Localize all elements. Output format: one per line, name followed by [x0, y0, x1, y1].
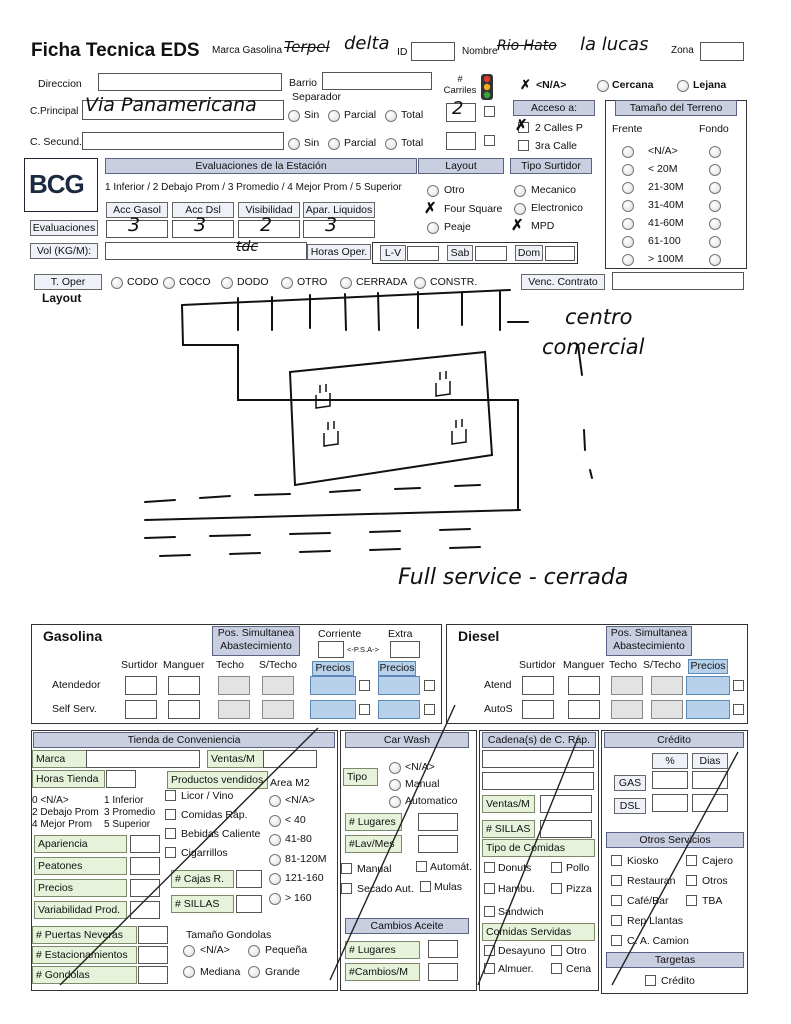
gasolina-row-1: Self Serv.: [52, 703, 97, 715]
barrio-label: Barrio: [289, 77, 318, 89]
carwash-na-label: <N/A>: [405, 761, 435, 773]
carwash-manual-cb-label: Manual: [357, 863, 392, 875]
lejana-label: Lejana: [693, 79, 727, 91]
otros-label-6: Rep Llantas: [627, 915, 684, 927]
horas-tienda-label: Horas Tienda: [32, 770, 105, 788]
area-radio-4[interactable]: [269, 873, 281, 885]
sketch-note-centro: centro: [565, 305, 633, 329]
eval-col-0: Acc Gasol: [106, 202, 168, 218]
diesel-cell-1-0[interactable]: [522, 700, 554, 719]
eval-value-1: 3: [194, 214, 207, 236]
area-radio-0[interactable]: [269, 795, 281, 807]
tienda-marca-field[interactable]: [86, 750, 200, 768]
desayuno-checkbox[interactable]: [484, 945, 495, 956]
pizza-checkbox[interactable]: [551, 883, 562, 894]
otro-comida-checkbox[interactable]: [551, 945, 562, 956]
marca-gasolina-label: Marca Gasolina: [212, 45, 283, 56]
fondo-label: Fondo: [699, 123, 729, 135]
evaluaciones-button[interactable]: Evaluaciones: [30, 220, 98, 236]
gasolina-cell-1-2[interactable]: [218, 700, 250, 719]
size-label-6: > 100M: [648, 253, 684, 265]
carwash-manual-label: Manual: [405, 778, 440, 790]
t-oper-label-5: CONSTR.: [430, 276, 478, 288]
size-label-5: 61-100: [648, 235, 681, 247]
credito-tarjeta-checkbox[interactable]: [645, 975, 656, 986]
otro-comida-label: Otro: [566, 945, 587, 957]
eval-value-3: 3: [325, 214, 338, 236]
area-radio-5[interactable]: [269, 893, 281, 905]
diesel-pos-line1: Pos. Simultanea: [610, 627, 688, 639]
tienda-eval-field-2[interactable]: [130, 879, 160, 897]
cadena-ventas-label: Ventas/M: [482, 795, 535, 813]
diesel-cb-a-0[interactable]: [733, 680, 744, 691]
gondolas-field[interactable]: [138, 966, 168, 984]
carriles-handwritten: 2: [452, 98, 464, 119]
extra-field[interactable]: [390, 641, 420, 658]
otros-checkbox-3[interactable]: [686, 875, 697, 886]
diesel-cell-1-2[interactable]: [611, 700, 643, 719]
gas-precios-label-2: Precios: [379, 662, 415, 674]
gasolina-cb-b-1[interactable]: [424, 704, 435, 715]
sab-label: Sab: [447, 245, 473, 261]
secado-label: Secado Aut.: [357, 883, 414, 895]
tamano-header: Tamaño del Terreno: [615, 100, 737, 116]
size-label-3: 31-40M: [648, 199, 684, 211]
tienda-eval-label-0: Apariencia: [34, 835, 127, 853]
carwash-manual-radio[interactable]: [389, 779, 401, 791]
producto-checkbox-1[interactable]: [165, 809, 176, 820]
sep1-parcial-label: Parcial: [344, 109, 377, 121]
t-oper-button[interactable]: T. Oper: [34, 274, 102, 290]
gondolas-na-label: <N/A>: [200, 944, 230, 956]
area-label-0: <N/A>: [285, 794, 315, 806]
pollo-label: Pollo: [566, 862, 590, 874]
sandwich-checkbox[interactable]: [484, 906, 495, 917]
carwash-auto-label: Automatico: [405, 795, 458, 807]
sep1-total-label: Total: [401, 109, 424, 121]
diesel-precio-0-0[interactable]: [686, 676, 730, 695]
carwash-lugares-label: # Lugares: [345, 813, 402, 831]
diesel-pos-line2: Abastecimiento: [613, 640, 685, 652]
surtidor-mpd-label: MPD: [531, 220, 555, 232]
gondolas-mediana-label: Mediana: [200, 966, 241, 978]
diesel-row-0: Atend: [484, 679, 512, 691]
layout-header: Layout: [418, 158, 504, 174]
frente-label: Frente: [612, 123, 643, 135]
gasolina-pos-line1: Pos. Simultanea: [217, 627, 295, 639]
gasolina-row-0: Atendedor: [52, 679, 101, 691]
diesel-cell-0-2[interactable]: [611, 676, 643, 695]
diesel-col-3: S/Techo: [643, 659, 681, 671]
diesel-cell-0-3[interactable]: [651, 676, 683, 695]
credito-pct-field-2[interactable]: [652, 794, 688, 812]
gasolina-pos-line2: Abastecimiento: [220, 640, 292, 652]
credito-dias-field-1[interactable]: [692, 771, 728, 789]
hambu-label: Hambu.: [498, 883, 535, 895]
cambios-lugares-label: # Lugares: [345, 941, 420, 959]
vol-button[interactable]: Vol (KG/M):: [30, 243, 98, 259]
credito-dias-field-2[interactable]: [692, 794, 728, 812]
layout-otro-label: Otro: [444, 184, 465, 196]
otros-label-1: Cajero: [702, 855, 733, 867]
marca-struck-value: Terpel: [284, 38, 330, 56]
otros-checkbox-4[interactable]: [611, 895, 622, 906]
producto-checkbox-2[interactable]: [165, 828, 176, 839]
gasolina-col-3: S/Techo: [259, 659, 297, 671]
ubicacion-na-label: <N/A>: [536, 79, 567, 91]
carwash-header: Car Wash: [345, 732, 469, 748]
carwash-lavmes-label: #Lav/Mes: [345, 835, 402, 853]
otros-checkbox-1[interactable]: [686, 855, 697, 866]
gondolas-pequena-label: Pequeña: [265, 944, 308, 956]
gondolas-pequena-radio[interactable]: [248, 945, 260, 957]
area-label-4: 121-160: [285, 872, 324, 884]
cena-checkbox[interactable]: [551, 963, 562, 974]
targetas-header: Targetas: [606, 952, 744, 968]
gas-precios-label-1: Precios: [312, 661, 354, 676]
cadena-field-2[interactable]: [482, 772, 594, 790]
lv-label: L-V: [380, 245, 406, 261]
hambu-checkbox[interactable]: [484, 883, 495, 894]
desayuno-label: Desayuno: [498, 945, 546, 957]
donuts-label: Donuts: [498, 862, 532, 874]
eval-col-3: Apar. Liquidos: [303, 202, 375, 218]
otros-label-4: Café/Bar: [627, 895, 669, 907]
tienda-eval-label-2: Precios: [34, 879, 127, 897]
almuer-checkbox[interactable]: [484, 963, 495, 974]
size-label-4: 41-60M: [648, 217, 684, 229]
area-radio-3[interactable]: [269, 854, 281, 866]
acceso-2calles-x-mark: ✗: [515, 117, 528, 134]
t-oper-label-1: COCO: [179, 276, 211, 288]
carriles-label: # Carriles: [443, 74, 477, 96]
t-oper-label-0: CODO: [127, 276, 159, 288]
productos-vendidos-label: Productos vendidos: [167, 771, 268, 789]
cercana-label: Cercana: [612, 79, 654, 91]
zona-label: Zona: [671, 45, 694, 56]
dsl-precios-label: Precios: [688, 659, 728, 674]
tienda-scale-0: 0 <N/A>: [32, 795, 69, 806]
comidas-servidas-label: Comidas Servidas: [482, 923, 595, 941]
tienda-scale-4: 4 Mejor Prom: [32, 819, 93, 830]
t-oper-label-3: OTRO: [297, 276, 328, 288]
cena-label: Cena: [566, 963, 592, 975]
cambios-mes-field[interactable]: [428, 963, 458, 981]
nombre-handwritten-value: la lucas: [580, 34, 649, 55]
gasolina-cell-0-3[interactable]: [262, 676, 294, 695]
c-principal-handwritten: Via Panamericana: [85, 94, 257, 116]
tienda-header: Tienda de Conveniencia: [33, 732, 335, 748]
t-oper-label-4: CERRADA: [356, 276, 408, 288]
gasolina-pos-simultanea: [212, 626, 300, 656]
otros-checkbox-7[interactable]: [611, 935, 622, 946]
corriente-label: Corriente: [318, 628, 362, 640]
carwash-lavmes-field[interactable]: [418, 835, 458, 853]
gasolina-cell-0-1[interactable]: [168, 676, 200, 695]
gasolina-cb-a-1[interactable]: [359, 704, 370, 715]
gasolina-col-0: Surtidor: [121, 659, 158, 671]
cambios-lugares-field[interactable]: [428, 940, 458, 958]
gasolina-precio-0-0[interactable]: [310, 676, 356, 695]
tienda-scale-3: 3 Promedio: [104, 807, 156, 818]
gondolas-label: # Gondolas: [32, 966, 137, 984]
cadena-header: Cadena(s) de C. Ráp.: [482, 732, 596, 748]
psa-label: <-P.S.A->: [347, 645, 379, 654]
carwash-tipo-label: Tipo: [343, 768, 378, 786]
sketch-note-full-service: Full service - cerrada: [398, 565, 629, 590]
marca-handwritten-value: delta: [344, 33, 390, 54]
pollo-checkbox[interactable]: [551, 862, 562, 873]
otros-label-5: TBA: [702, 895, 723, 907]
eval-col-1: Acc Dsl: [172, 202, 234, 218]
otros-label-3: Otros: [702, 875, 728, 887]
id-label: ID: [397, 46, 408, 58]
layout-four-square-label: Four Square: [444, 203, 503, 215]
tienda-eval-label-1: Peatones: [34, 857, 127, 875]
cadena-field-1[interactable]: [482, 750, 594, 768]
separador-label: Separador: [292, 91, 342, 103]
otros-checkbox-0[interactable]: [611, 855, 622, 866]
secado-checkbox[interactable]: [341, 883, 352, 894]
carwash-auto-radio[interactable]: [389, 796, 401, 808]
sep2-total-label: Total: [401, 137, 424, 149]
estacionamientos-label: # Estacionamientos: [32, 946, 137, 964]
gasolina-cb-b-0[interactable]: [424, 680, 435, 691]
credito-pct-label: %: [652, 753, 688, 769]
credito-gas-label: GAS: [614, 775, 646, 791]
area-label-3: 81-120M: [285, 852, 327, 865]
cadena-sillas-field[interactable]: [540, 820, 592, 838]
diesel-col-0: Surtidor: [519, 659, 556, 671]
horas-tienda-field[interactable]: [106, 770, 136, 788]
cajas-label: # Cajas R.: [171, 870, 234, 888]
sep2-parcial-label: Parcial: [344, 137, 377, 149]
producto-label-1: Comidas Ráp.: [181, 809, 248, 821]
gasolina-col-2: Techo: [216, 659, 245, 671]
gasolina-col-1: Manguer: [163, 659, 205, 671]
diesel-cell-0-1[interactable]: [568, 676, 600, 695]
otros-label-7: C. A. Camion: [627, 935, 689, 947]
gasolina-cell-1-3[interactable]: [262, 700, 294, 719]
extra-label: Extra: [388, 628, 413, 640]
size-label-0: <N/A>: [648, 145, 678, 157]
t-oper-label-2: DODO: [237, 276, 269, 288]
mulas-checkbox[interactable]: [420, 881, 431, 892]
gondolas-grande-label: Grande: [265, 966, 301, 978]
vol-handwritten: tdc: [236, 239, 259, 255]
tamano-gondolas-label: Tamaño Gondolas: [186, 929, 272, 941]
otros-checkbox-6[interactable]: [611, 915, 622, 926]
producto-checkbox-0[interactable]: [165, 790, 176, 801]
credito-pct-field-1[interactable]: [652, 771, 688, 789]
diesel-cell-1-3[interactable]: [651, 700, 683, 719]
credito-dsl-label: DSL: [614, 798, 646, 814]
puertas-neveras-field[interactable]: [138, 926, 168, 944]
gasolina-cell-0-2[interactable]: [218, 676, 250, 695]
acceso-3ra-label: 3ra Calle: [535, 140, 578, 152]
size-label-2: 21-30M: [648, 181, 684, 193]
credito-tarjeta-label: Crédito: [661, 975, 695, 987]
bcg-logo-text: BCG: [29, 169, 84, 199]
sketch-layout-title: Layout: [42, 291, 82, 305]
horas-oper-button[interactable]: Horas Oper.: [307, 244, 371, 260]
otros-label-0: Kiosko: [627, 855, 659, 867]
gondolas-grande-radio[interactable]: [248, 966, 260, 978]
area-m2-label: Area M2: [270, 777, 310, 789]
evaluaciones-scale: 1 Inferior / 2 Debajo Prom / 3 Promedio / 4 Mejor Prom / 5 Superior: [105, 182, 402, 193]
eval-value-0: 3: [128, 214, 141, 236]
tienda-marca-label: Marca: [32, 750, 87, 768]
diesel-col-2: Techo: [609, 659, 638, 671]
diesel-cell-0-0[interactable]: [522, 676, 554, 695]
surtidor-mecanico-label: Mecanico: [531, 184, 576, 196]
diesel-pos-simultanea: [606, 626, 692, 656]
producto-checkbox-3[interactable]: [165, 847, 176, 858]
surtidor-mpd-x-mark: ✗: [511, 217, 524, 234]
tienda-eval-field-0[interactable]: [130, 835, 160, 853]
tienda-ventas-label: Ventas/M: [207, 750, 264, 768]
producto-label-0: Licor / Vino: [181, 790, 234, 802]
c-principal-label: C.Principal: [30, 106, 79, 117]
gasolina-cell-0-0[interactable]: [125, 676, 157, 695]
tienda-eval-label-3: Variabilidad Prod.: [34, 901, 127, 919]
evaluaciones-header: Evaluaciones de la Estación: [105, 158, 417, 174]
donuts-checkbox[interactable]: [484, 862, 495, 873]
acceso-2calles-label: 2 Calles P: [535, 122, 583, 134]
cajas-field[interactable]: [236, 870, 262, 888]
otros-label-2: Restauran: [627, 875, 676, 887]
estacionamientos-field[interactable]: [138, 946, 168, 964]
cambios-aceite-header: Cambios Aceite: [345, 918, 469, 934]
otros-servicios-header: Otros Servicios: [606, 832, 744, 848]
direccion-label: Direccion: [38, 78, 82, 90]
c-secund-label: C. Secund.: [30, 136, 82, 148]
ubicacion-na-x-mark: ✗: [520, 77, 531, 92]
page-title: Ficha Tecnica EDS: [31, 40, 200, 61]
gasolina-cell-1-1[interactable]: [168, 700, 200, 719]
sep1-sin-label: Sin: [304, 109, 320, 121]
layout-four-square-x-mark: ✗: [424, 200, 437, 217]
area-label-2: 41-80: [285, 833, 312, 845]
tienda-sillas-label: # SILLAS: [171, 895, 234, 913]
surtidor-electronico-label: Electronico: [531, 202, 583, 214]
cadena-sillas-label: # SILLAS: [482, 820, 535, 838]
gondolas-na-radio[interactable]: [183, 945, 195, 957]
eval-value-2: 2: [260, 214, 273, 236]
cambios-mes-label: #Cambios/M: [345, 963, 420, 981]
tienda-eval-field-1[interactable]: [130, 857, 160, 875]
producto-label-2: Bebidas Caliente: [181, 828, 261, 840]
gasolina-cb-a-0[interactable]: [359, 680, 370, 691]
diesel-title: Diesel: [458, 628, 500, 644]
gasolina-cell-1-0[interactable]: [125, 700, 157, 719]
producto-label-3: Cigarrillos: [181, 847, 228, 859]
area-radio-2[interactable]: [269, 834, 281, 846]
credito-dias-label: Dias: [692, 753, 728, 769]
diesel-cb-a-1[interactable]: [733, 704, 744, 715]
tipo-surtidor-header: Tipo Surtidor: [510, 158, 592, 174]
otros-checkbox-2[interactable]: [611, 875, 622, 886]
gasolina-precio-1-0[interactable]: [310, 700, 356, 719]
tienda-ventas-field[interactable]: [263, 750, 317, 768]
credito-header: Crédito: [604, 732, 744, 748]
sep2-sin-label: Sin: [304, 137, 320, 149]
area-label-1: < 40: [285, 813, 306, 826]
gasolina-title: Gasolina: [43, 628, 103, 644]
cadena-ventas-field[interactable]: [540, 795, 592, 813]
gasolina-precio-0-1[interactable]: [378, 676, 420, 695]
tienda-scale-1: 1 Inferior: [104, 795, 144, 806]
venc-contrato-button[interactable]: Venc. Contrato: [521, 274, 605, 290]
size-label-1: < 20M: [648, 163, 678, 175]
sketch-note-comercial: comercial: [542, 335, 645, 359]
carwash-automat-checkbox[interactable]: [416, 861, 427, 872]
sandwich-label: Sandwich: [498, 906, 544, 918]
nombre-struck-value: Rio Hato: [497, 38, 557, 54]
area-label-5: > 160: [285, 891, 312, 904]
eval-col-2: Visibilidad: [238, 202, 300, 218]
area-radio-1[interactable]: [269, 815, 281, 827]
tienda-scale-5: 5 Superior: [104, 819, 151, 830]
tienda-eval-field-3[interactable]: [130, 901, 160, 919]
diesel-col-1: Manguer: [563, 659, 605, 671]
carwash-automat-label: Automát.: [430, 861, 473, 873]
nombre-label: Nombre: [462, 46, 498, 57]
layout-peaje-label: Peaje: [444, 221, 471, 233]
tipo-comidas-label: Tipo de Comidas: [482, 839, 595, 857]
dom-label: Dom: [515, 245, 543, 261]
pizza-label: Pizza: [566, 883, 592, 895]
otros-checkbox-5[interactable]: [686, 895, 697, 906]
tienda-scale-2: 2 Debajo Prom: [32, 807, 99, 818]
carwash-manual-checkbox[interactable]: [341, 863, 352, 874]
corriente-field[interactable]: [318, 641, 344, 658]
gasolina-precio-1-1[interactable]: [378, 700, 420, 719]
tienda-sillas-field[interactable]: [236, 895, 262, 913]
diesel-cell-1-1[interactable]: [568, 700, 600, 719]
carwash-lugares-field[interactable]: [418, 813, 458, 831]
mulas-label: Mulas: [434, 881, 463, 893]
carwash-na-radio[interactable]: [389, 762, 401, 774]
diesel-precio-1-0[interactable]: [686, 700, 730, 719]
gondolas-mediana-radio[interactable]: [183, 966, 195, 978]
puertas-neveras-label: # Puertas Neveras: [32, 926, 137, 944]
almuer-label: Almuer.: [498, 963, 534, 975]
acceso-header: Acceso a:: [513, 100, 595, 116]
diesel-row-1: AutoS: [484, 703, 513, 715]
